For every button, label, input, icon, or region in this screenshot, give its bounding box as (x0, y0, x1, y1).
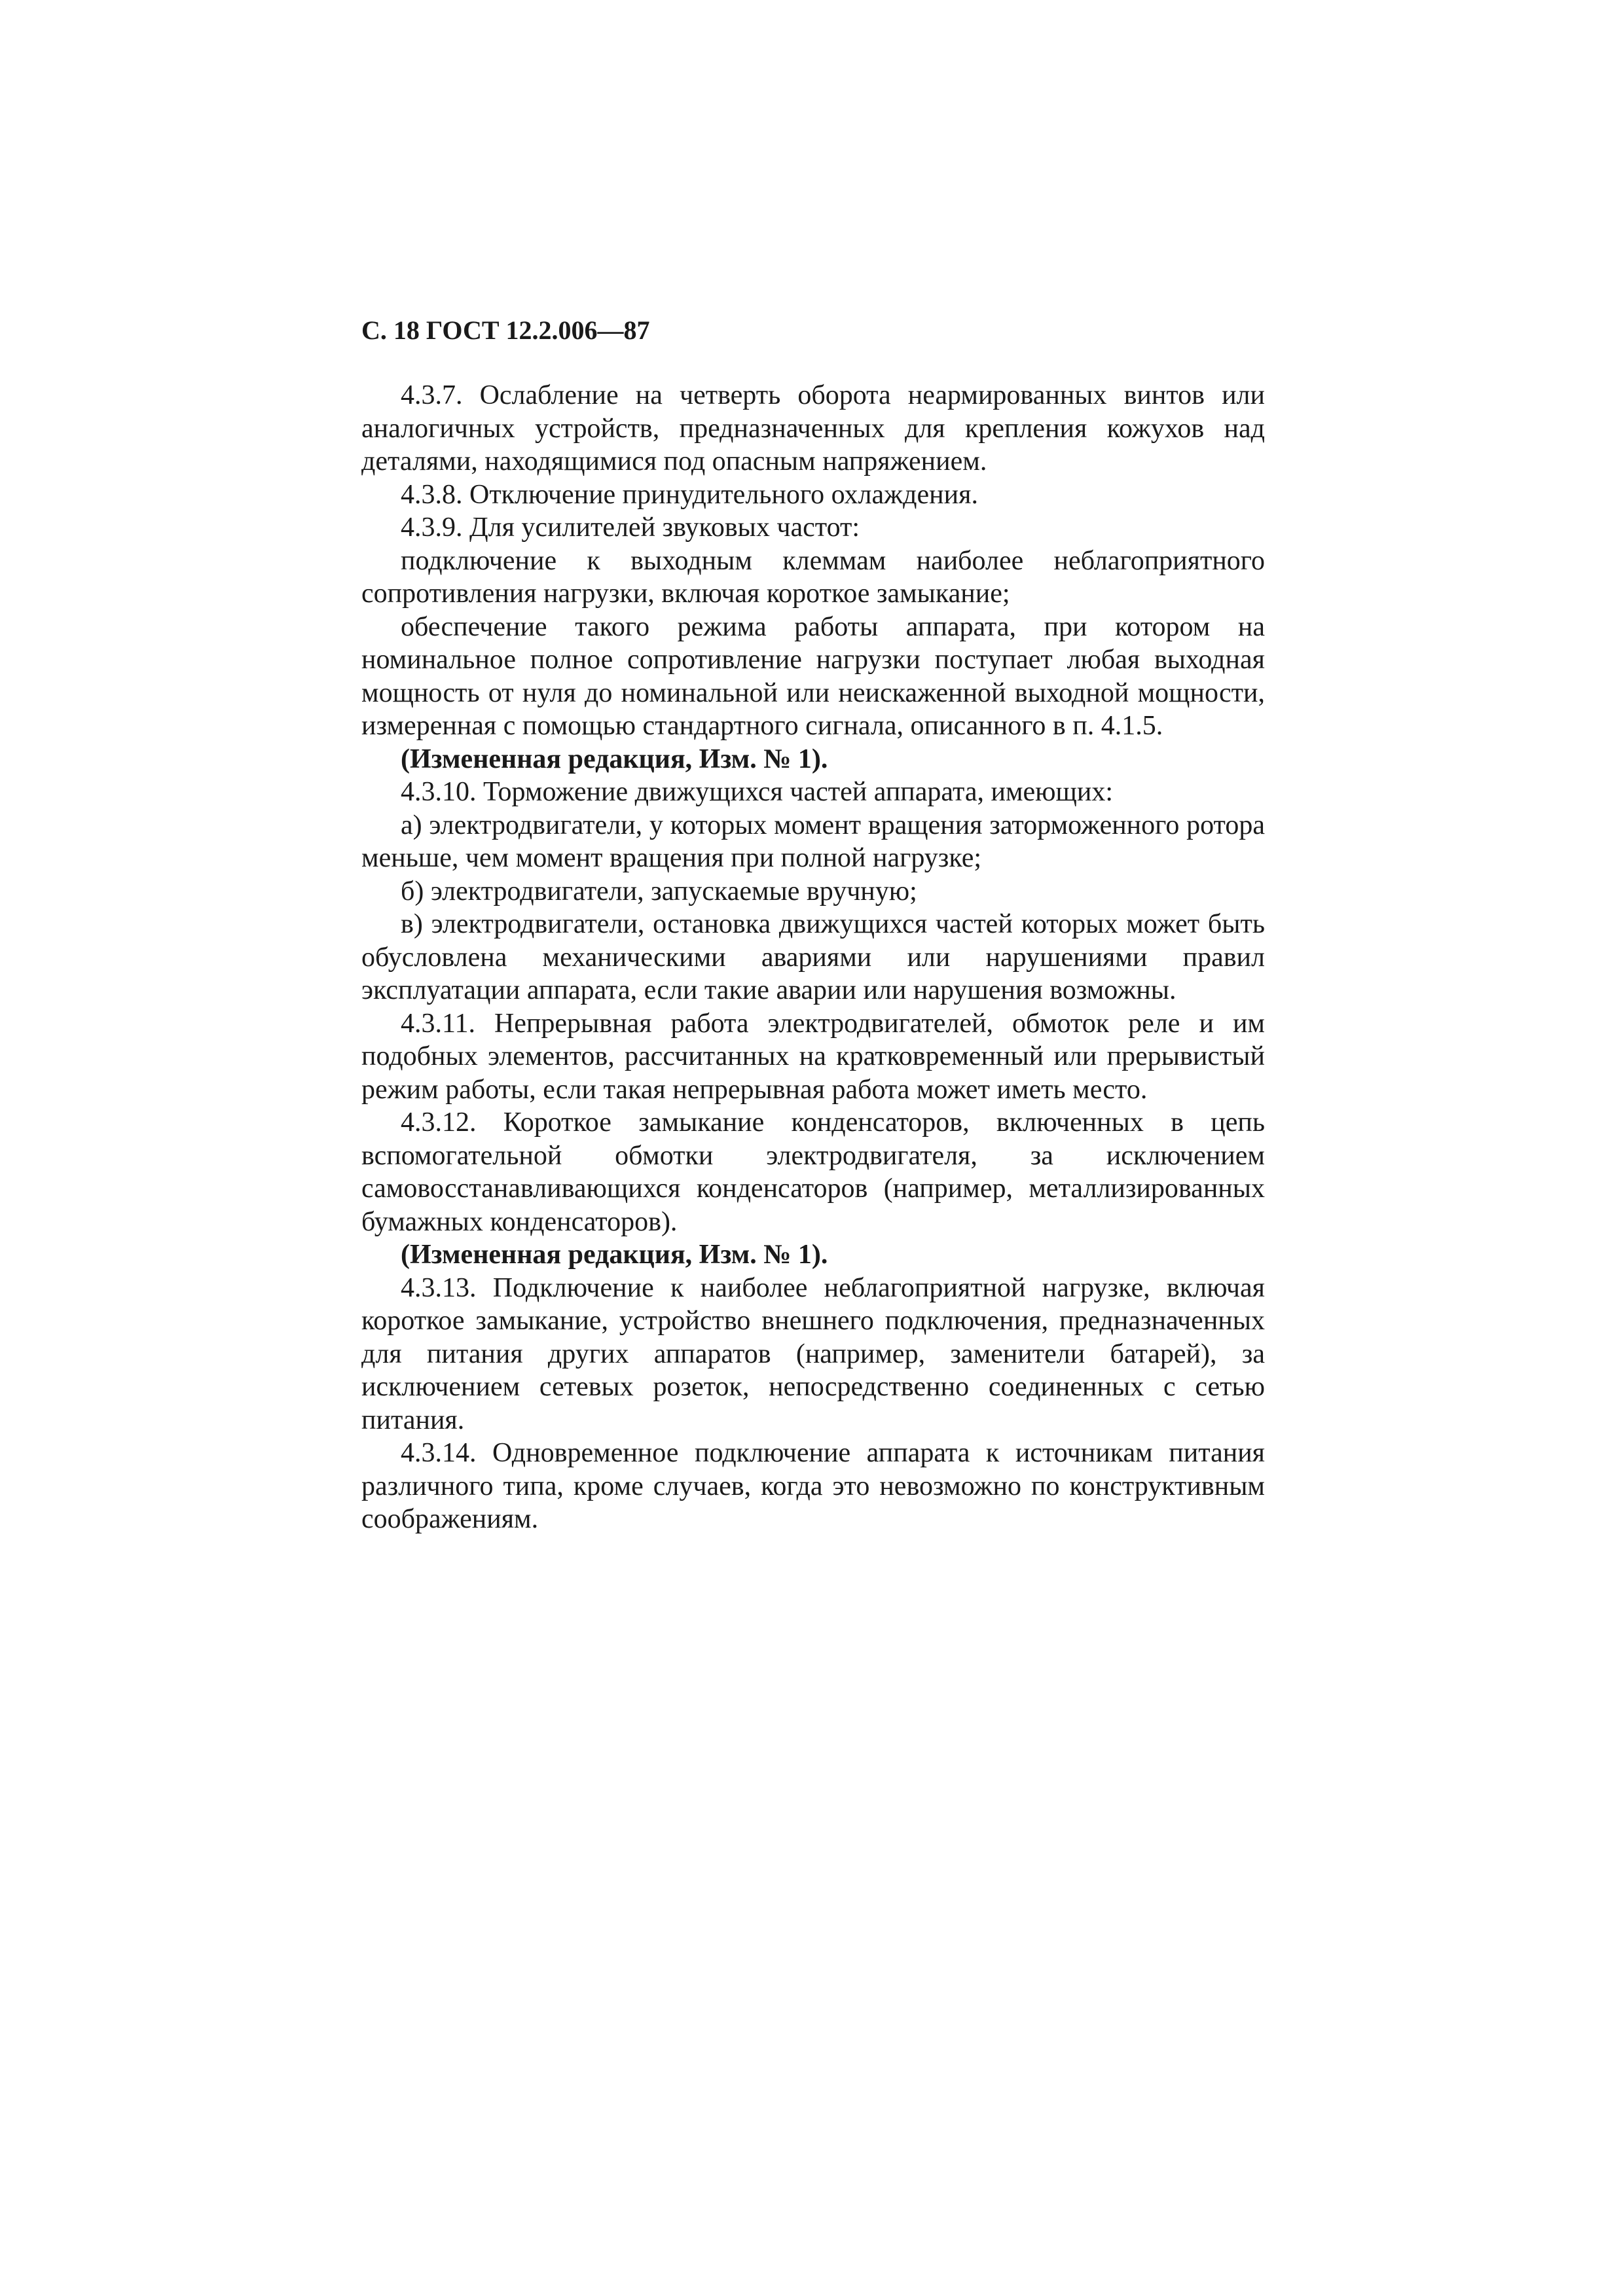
paragraph-4-3-13: 4.3.13. Подключение к наиболее неблагоприятной нагрузке, включая короткое замыкание, устройство внешнего подключения, предназначенных для питания других аппаратов (например, заменители батарей), за исключением сетевых розеток, непосредственно соединенных с сетью питания. (361, 1272, 1265, 1435)
paragraph-4-3-9: 4.3.9. Для усилителей звуковых частот: (401, 512, 860, 543)
paragraph-4-3-10-item-a: а) электродвигатели, у которых момент вращения заторможенного ротора меньше, чем момент вращения при полной нагрузке; (361, 810, 1265, 873)
running-header: С. 18 ГОСТ 12.2.006—87 (361, 315, 650, 345)
paragraph-4-3-7: 4.3.7. Ослабление на четверть оборота неармированных винтов или аналогичных устройств, предназначенных для крепления кожухов над деталями, находящимися под опасным напряжением. (361, 380, 1265, 476)
paragraph-4-3-12: 4.3.12. Короткое замыкание конденсаторов, включенных в цепь вспомогательной обмотки электродвигателя, за исключением самовосстанавливающихся конденсаторов (например, металлизированных бумажных конденсаторов). (361, 1107, 1265, 1237)
paragraph-4-3-8: 4.3.8. Отключение принудительного охлаждения. (401, 479, 978, 510)
paragraph-4-3-11: 4.3.11. Непрерывная работа электродвигателей, обмоток реле и им подобных элементов, рассчитанных на кратковременный или прерывистый режим работы, если такая непрерывная работа может иметь место. (361, 1008, 1265, 1105)
amendment-note: (Измененная редакция, Изм. № 1). (401, 744, 828, 774)
paragraph-4-3-14: 4.3.14. Одновременное подключение аппарата к источникам питания различного типа, кроме случаев, когда это невозможно по конструктивным соображениям. (361, 1438, 1265, 1534)
amendment-note: (Измененная редакция, Изм. № 1). (401, 1240, 828, 1270)
paragraph-4-3-9-item-2: обеспечение такого режима работы аппарата, при котором на номинальное полное сопротивление нагрузки поступает любая выходная мощность от нуля до номинальной или неискаженной выходной мощности, измеренная с помощью стандартного сигнала, описанного в п. 4.1.5. (361, 611, 1265, 741)
paragraph-4-3-10: 4.3.10. Торможение движущихся частей аппарата, имеющих: (401, 777, 1114, 807)
paragraph-4-3-10-item-b: б) электродвигатели, запускаемые вручную; (401, 876, 917, 906)
body-text (361, 379, 1265, 1536)
paragraph-4-3-10-item-v: в) электродвигатели, остановка движущихся частей которых может быть обусловлена механическими авариями или нарушениями правил эксплуатации аппарата, если такие аварии или нарушения возможны. (361, 909, 1265, 1005)
paragraph-4-3-9-item-1: подключение к выходным клеммам наиболее неблагоприятного сопротивления нагрузки, включая короткое замыкание; (361, 545, 1265, 609)
document-page (361, 314, 1265, 1536)
